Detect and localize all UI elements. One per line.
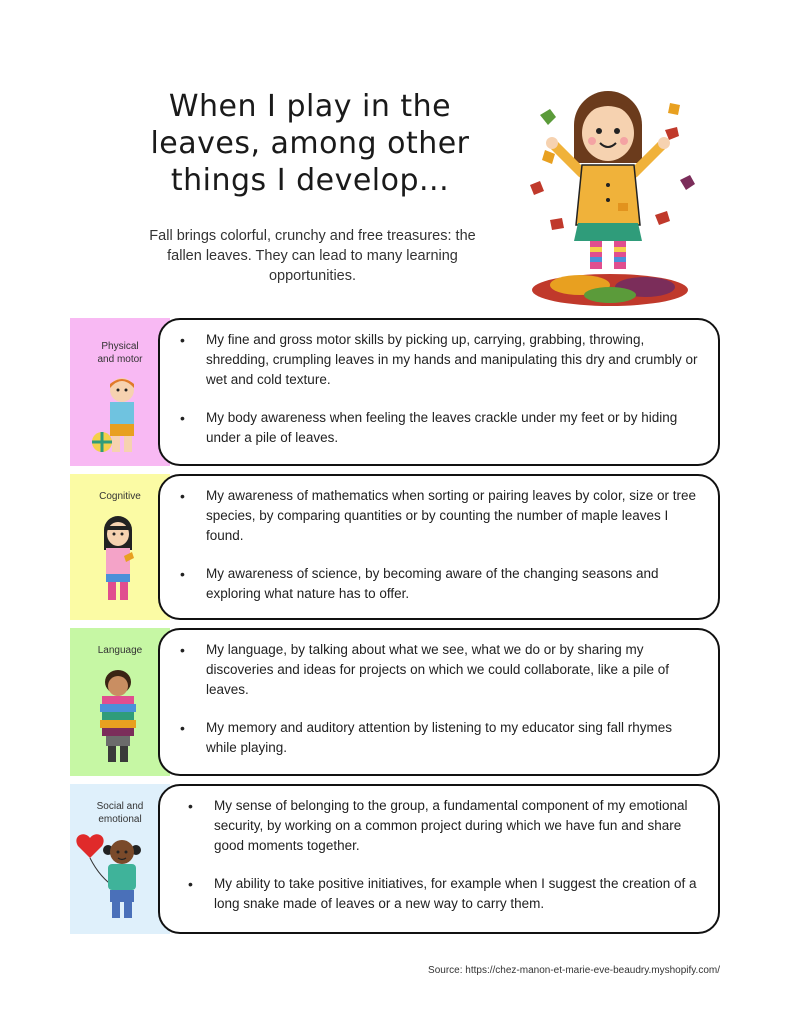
- bullet-card: [158, 784, 720, 934]
- child-carrying-books-illustration: [88, 668, 148, 768]
- bullet-item: • My sense of belonging to the group, a fundamental component of my emotional security, by working on a common project during which we have fun and share good moments together.: [188, 796, 700, 856]
- title-line-3: things I develop...: [170, 163, 450, 198]
- label-line: Social and: [96, 801, 144, 812]
- label-line: Language: [97, 645, 143, 656]
- section-label: [70, 644, 170, 657]
- label-line: and motor: [97, 354, 143, 365]
- label-panel: [70, 784, 170, 934]
- intro-line-3: opportunities.: [268, 268, 357, 284]
- label-panel: [70, 628, 170, 776]
- bullet-item: • My ability to take positive initiatives, for example when I suggest the creation of a long snake made of leaves or a new way to carry them.: [188, 874, 700, 914]
- intro-text: [115, 226, 510, 286]
- section-social-emotional: [70, 784, 720, 934]
- intro-line-2: fallen leaves. They can lead to many learning: [167, 248, 458, 264]
- bullet-item: • My body awareness when feeling the leaves crackle under my feet or by hiding under a pile of leaves.: [180, 408, 700, 448]
- girl-with-heart-balloon-illustration: [74, 828, 154, 924]
- boy-with-ball-illustration: [88, 376, 148, 458]
- section-label: [70, 800, 170, 826]
- section-cognitive: [70, 474, 720, 620]
- label-panel: [70, 474, 170, 620]
- bullet-item: • My awareness of science, by becoming aware of the changing seasons and exploring what nature has to offer.: [180, 564, 700, 604]
- bullet-item: • My language, by talking about what we see, what we do or by sharing my discoveries and ideas for projects on which we could collaborate, like a pile of leaves.: [180, 640, 700, 700]
- girl-in-leaves-illustration: [520, 85, 700, 310]
- section-label: [70, 490, 170, 503]
- title-line-1: When I play in the: [168, 89, 452, 124]
- label-line: emotional: [98, 814, 142, 825]
- bullet-item: • My memory and auditory attention by listening to my educator sing fall rhymes while playing.: [180, 718, 700, 758]
- bullet-card: [158, 318, 720, 466]
- section-label: [70, 340, 170, 366]
- source-citation: Source: https://chez-manon-et-marie-eve-beaudry.myshopify.com/: [428, 965, 720, 976]
- label-line: Cognitive: [99, 491, 141, 502]
- intro-line-1: Fall brings colorful, crunchy and free treasures: the: [149, 228, 476, 244]
- label-line: Physical: [101, 341, 139, 352]
- bullet-card: [158, 628, 720, 776]
- bullet-item: • My fine and gross motor skills by picking up, carrying, grabbing, throwing, shredding, crumpling leaves in my hands and manipulating this dry and crumbly or wet and cold texture.: [180, 330, 700, 390]
- page-title: [110, 88, 510, 199]
- bullet-card: [158, 474, 720, 620]
- section-language: [70, 628, 720, 776]
- section-physical-motor: [70, 318, 720, 466]
- bullet-item: • My awareness of mathematics when sorting or pairing leaves by color, size or tree species, by comparing quantities or by counting the number of maple leaves I found.: [180, 486, 700, 546]
- girl-with-leaves-illustration: [88, 514, 148, 606]
- title-line-2: leaves, among other: [150, 126, 470, 161]
- label-panel: [70, 318, 170, 466]
